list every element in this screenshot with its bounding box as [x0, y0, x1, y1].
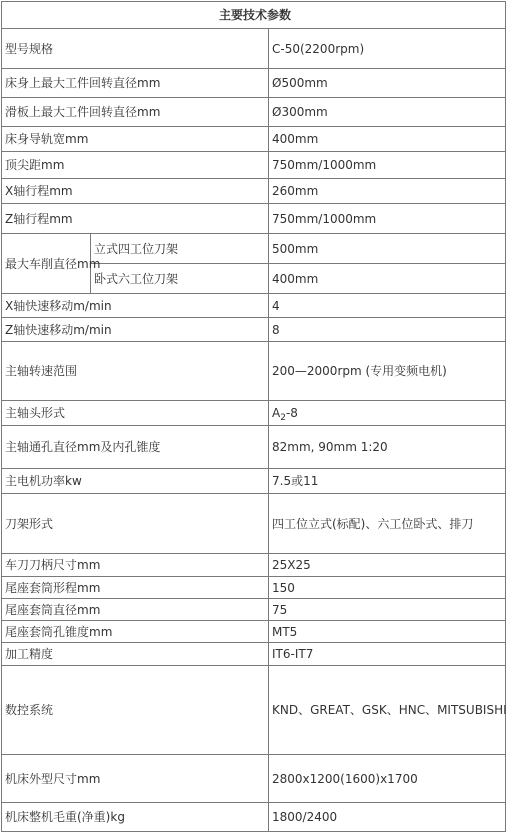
table-row [2, 755, 506, 803]
row-value: 260mm [269, 179, 506, 204]
row-value: 500mm [269, 234, 506, 264]
table-row [2, 69, 506, 98]
row-value: 750mm/1000mm [269, 152, 506, 179]
row-value: 82mm, 90mm 1:20 [269, 426, 506, 469]
table-row [2, 494, 506, 554]
row-value: 四工位立式(标配)、六工位卧式、排刀 [269, 494, 506, 554]
row-label: 床身导轨宽mm [2, 127, 269, 152]
spindle-head-main: A [272, 406, 281, 420]
table-row [2, 621, 506, 643]
table-row [2, 666, 506, 755]
row-value: 4 [269, 294, 506, 318]
row-label: 顶尖距mm [2, 152, 269, 179]
turning-diameter-label: 最大车削直径mm [2, 234, 91, 294]
row-label: 滑板上最大工件回转直径mm [2, 98, 269, 127]
spindle-head-subscript: 2 [280, 413, 286, 423]
table-row [2, 127, 506, 152]
table-row [2, 179, 506, 204]
row-label: 机床外型尺寸mm [2, 755, 269, 803]
row-value: 400mm [269, 264, 506, 294]
row-sublabel: 卧式六工位刀架 [91, 264, 269, 294]
row-value [269, 401, 506, 426]
spindle-head-rest: -8 [285, 406, 298, 420]
row-value: MT5 [269, 621, 506, 643]
row-label: 型号规格 [2, 29, 269, 69]
row-value: C-50(2200rpm) [269, 29, 506, 69]
table-row [2, 318, 506, 342]
row-label: 机床整机毛重(净重)kg [2, 803, 269, 832]
row-value: Ø500mm [269, 69, 506, 98]
table-row [2, 554, 506, 577]
table-title-row [2, 2, 506, 29]
table-row [2, 401, 506, 426]
row-value: 7.5或11 [269, 469, 506, 494]
row-value: 750mm/1000mm [269, 204, 506, 234]
table-row [2, 204, 506, 234]
table-row [2, 152, 506, 179]
row-label: 床身上最大工件回转直径mm [2, 69, 269, 98]
row-value: 25X25 [269, 554, 506, 577]
table-row [2, 803, 506, 832]
row-value: KND、GREAT、GSK、HNC、MITSUBISHI [269, 666, 506, 755]
row-label: 主轴通孔直径mm及内孔锥度 [2, 426, 269, 469]
row-label: 尾座套筒直径mm [2, 599, 269, 621]
row-sublabel: 立式四工位刀架 [91, 234, 269, 264]
spec-table [1, 1, 506, 832]
row-label: X轴行程mm [2, 179, 269, 204]
table-row [2, 29, 506, 69]
table-row [2, 98, 506, 127]
spec-table-container [1, 1, 506, 832]
table-row [2, 342, 506, 401]
row-label: 加工精度 [2, 643, 269, 666]
row-value: 150 [269, 577, 506, 599]
row-value: 200—2000rpm (专用变频电机) [269, 342, 506, 401]
row-value: 2800x1200(1600)x1700 [269, 755, 506, 803]
row-label: 车刀刀柄尺寸mm [2, 554, 269, 577]
table-row [2, 577, 506, 599]
row-label: Z轴快速移动m/min [2, 318, 269, 342]
row-label: 刀架形式 [2, 494, 269, 554]
row-value: 75 [269, 599, 506, 621]
row-label: 主电机功率kw [2, 469, 269, 494]
row-value: Ø300mm [269, 98, 506, 127]
row-label: 主轴头形式 [2, 401, 269, 426]
table-row [2, 643, 506, 666]
table-title: 主要技术参数 [2, 2, 506, 29]
table-row [2, 599, 506, 621]
row-label: 主轴转速范围 [2, 342, 269, 401]
row-label: Z轴行程mm [2, 204, 269, 234]
row-label: 尾座套筒形程mm [2, 577, 269, 599]
row-label: X轴快速移动m/min [2, 294, 269, 318]
row-value: 8 [269, 318, 506, 342]
row-value: IT6-IT7 [269, 643, 506, 666]
table-row [2, 469, 506, 494]
row-value: 1800/2400 [269, 803, 506, 832]
table-row [2, 426, 506, 469]
row-label: 数控系统 [2, 666, 269, 755]
table-row [2, 234, 506, 264]
table-row [2, 294, 506, 318]
row-label: 尾座套筒孔锥度mm [2, 621, 269, 643]
row-value: 400mm [269, 127, 506, 152]
